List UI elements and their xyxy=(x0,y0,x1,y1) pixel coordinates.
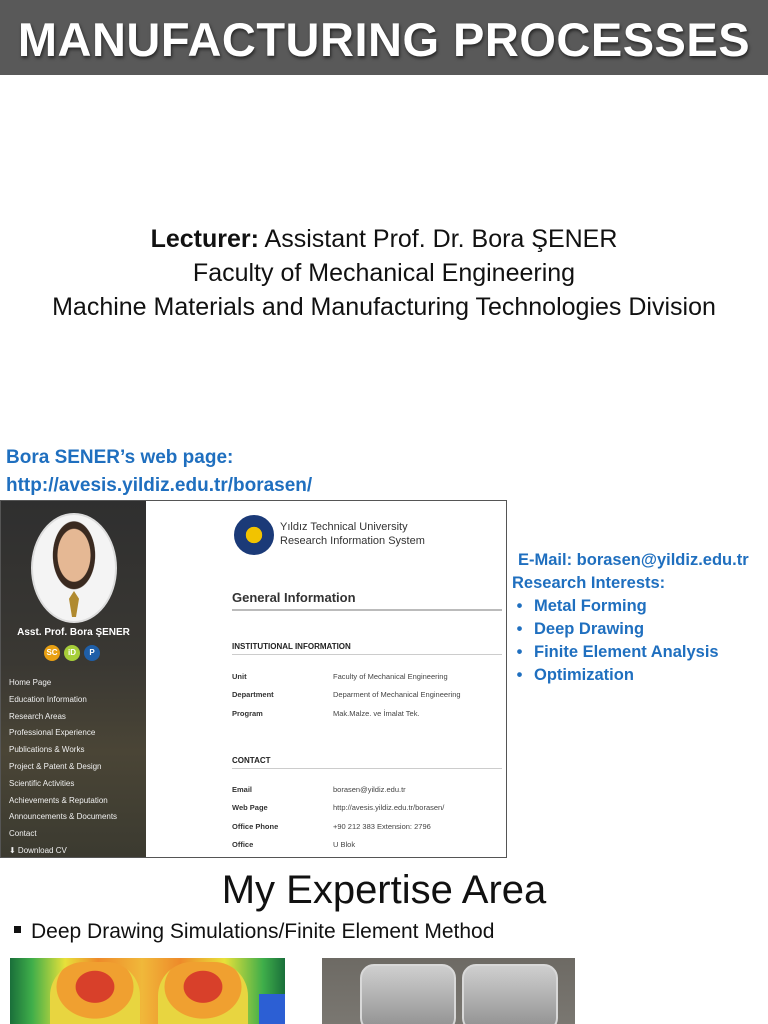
sidebar-item-research[interactable]: Research Areas xyxy=(9,711,66,721)
division-line: Machine Materials and Manufacturing Technologies Division xyxy=(52,293,716,321)
profile-sidebar xyxy=(1,501,146,858)
contact-key: Web Page xyxy=(232,803,268,812)
square-bullet-icon xyxy=(14,926,21,933)
web-page-block xyxy=(6,444,312,500)
fem-simulation-image xyxy=(10,958,285,1024)
contact-key: Office xyxy=(232,840,254,849)
sidebar-item-contact[interactable]: Contact xyxy=(9,829,37,839)
lecturer-block xyxy=(0,222,768,324)
avatar xyxy=(31,513,117,623)
info-key: Unit xyxy=(232,672,247,681)
contact-value: U Blok xyxy=(333,840,356,849)
contact-key: Email xyxy=(232,785,253,794)
list-item: • Finite Element Analysis xyxy=(512,643,719,661)
contact-email-link[interactable]: borasen@yildiz.edu.tr xyxy=(333,785,406,794)
contact-web-link[interactable]: http://avesis.yildiz.edu.tr/borasen/ xyxy=(333,803,445,812)
interest-label: Metal Forming xyxy=(534,597,647,615)
sidebar-item-education[interactable]: Education Information xyxy=(9,694,87,704)
list-item: • Optimization xyxy=(512,666,634,684)
research-label: Research Interests: xyxy=(512,574,666,592)
info-value: Faculty of Mechanical Engineering xyxy=(333,672,448,681)
divider xyxy=(232,609,502,611)
tie-shape xyxy=(69,591,79,617)
contour-cup xyxy=(50,962,140,1024)
faculty-line: Faculty of Mechanical Engineering xyxy=(192,259,576,287)
interest-label: Optimization xyxy=(534,666,634,684)
expertise-heading: My Expertise Area xyxy=(221,868,547,912)
expertise-bullet-text: Deep Drawing Simulations/Finite Element Method xyxy=(31,920,495,943)
deep-drawn-part-photo xyxy=(322,958,575,1024)
profile-page-screenshot xyxy=(0,500,507,858)
lecturer-label: Lecturer: xyxy=(150,225,259,253)
info-value: Mak.Malze. ve İmalat Tek. xyxy=(333,709,420,718)
sidebar-menu xyxy=(9,675,117,858)
drawn-cup xyxy=(462,964,558,1024)
sidebar-item-experience[interactable]: Professional Experience xyxy=(9,728,96,738)
publons-badge[interactable]: P xyxy=(84,645,100,661)
contact-key: Office Phone xyxy=(232,822,279,831)
general-info-heading: General Information xyxy=(232,590,356,605)
web-page-url[interactable]: http://avesis.yildiz.edu.tr/borasen/ xyxy=(6,475,313,496)
contact-info-block xyxy=(512,549,749,687)
sidebar-item-achievements[interactable]: Achievements & Reputation xyxy=(9,795,108,805)
slide-title: MANUFACTURING PROCESSES xyxy=(0,0,768,75)
interest-label: Deep Drawing xyxy=(534,620,645,638)
drawn-cup xyxy=(360,964,456,1024)
contour-cup xyxy=(158,962,248,1024)
list-item: • Metal Forming xyxy=(512,597,647,615)
expertise-bullet xyxy=(14,920,494,944)
sidebar-name: Asst. Prof. Bora ŞENER xyxy=(17,627,130,638)
orcid-badge[interactable]: iD xyxy=(64,645,80,661)
contact-value: +90 212 383 Extension: 2796 xyxy=(333,822,431,831)
contact-heading: CONTACT xyxy=(232,756,271,765)
research-list xyxy=(512,595,749,687)
web-page-label: Bora SENER’s web page: xyxy=(6,447,234,468)
university-logo-icon xyxy=(234,515,274,555)
university-name: Yıldız Technical University xyxy=(280,521,408,533)
profile-main xyxy=(146,501,507,858)
list-item: • Deep Drawing xyxy=(512,620,645,638)
sidebar-item-projects[interactable]: Project & Patent & Design xyxy=(9,761,102,771)
scopus-badge[interactable]: SC xyxy=(44,645,60,661)
divider xyxy=(232,654,502,655)
badge-row xyxy=(44,645,100,661)
email-text: E-Mail: borasen@yildiz.edu.tr xyxy=(518,551,749,569)
info-key: Department xyxy=(232,690,274,699)
institutional-heading: INSTITUTIONAL INFORMATION xyxy=(232,642,351,651)
info-value: Deparment of Mechanical Engineering xyxy=(333,690,461,699)
info-key: Program xyxy=(232,709,263,718)
sidebar-item-activities[interactable]: Scientific Activities xyxy=(9,778,75,788)
sidebar-item-home[interactable]: Home Page xyxy=(9,678,52,687)
sidebar-item-download-cv[interactable]: ⬇ Download CV xyxy=(9,845,67,855)
system-name: Research Information System xyxy=(280,535,425,547)
interest-label: Finite Element Analysis xyxy=(534,643,719,661)
sidebar-item-publications[interactable]: Publications & Works xyxy=(9,745,85,755)
lecturer-line xyxy=(0,222,768,256)
contour-edge xyxy=(259,994,285,1024)
divider xyxy=(232,768,502,769)
lecturer-name: Assistant Prof. Dr. Bora ŞENER xyxy=(258,225,618,253)
sidebar-item-announcements[interactable]: Announcements & Documents xyxy=(9,812,118,822)
